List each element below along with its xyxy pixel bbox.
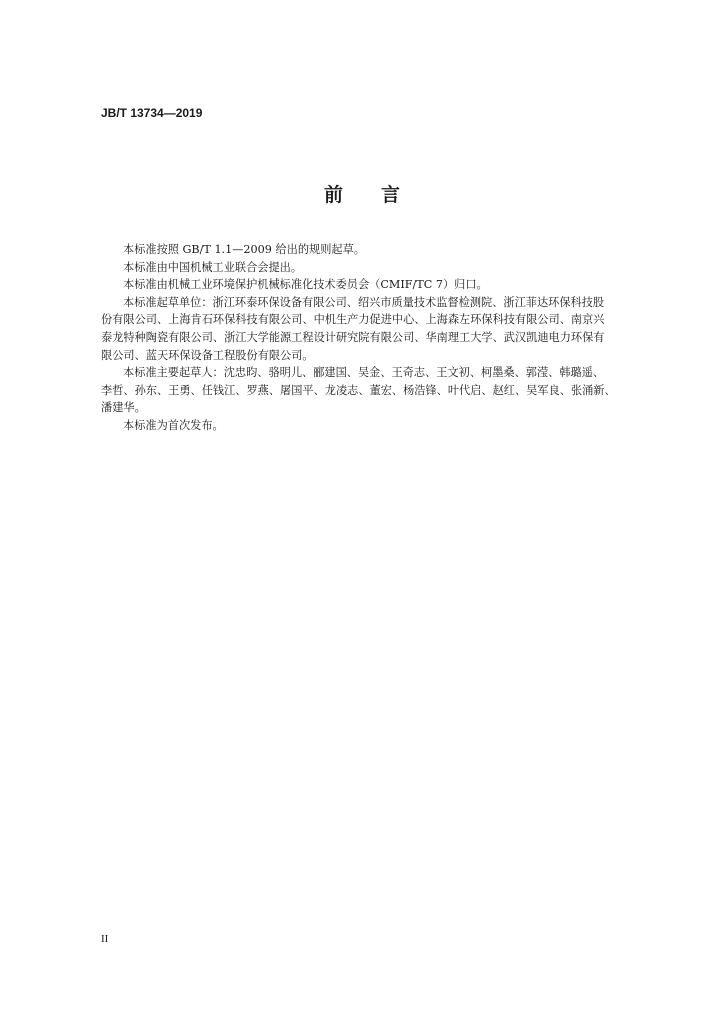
paragraph-line: 份有限公司、上海肯石环保科技有限公司、中机生产力促进中心、上海森左环保科技有限公司、南京兴 <box>101 313 605 327</box>
paragraph-text: 本标准按照 GB/T 1.1—2009 给出的规则起草。 <box>123 243 365 256</box>
paragraph-committee <box>101 276 623 294</box>
page-title <box>0 182 724 208</box>
page-number: II <box>101 933 109 945</box>
paragraph-line: 泰龙特种陶瓷有限公司、浙江大学能源工程设计研究院有限公司、华南理工大学、武汉凯迪电力环保有 <box>101 330 605 344</box>
paragraph-line: 潘建华。 <box>101 401 146 415</box>
paragraph-text: 本标准由机械工业环境保护机械标准化技术委员会（CMIF/TC 7）归口。 <box>123 278 488 292</box>
paragraph-drafting-rules <box>101 241 623 259</box>
paragraph-drafters <box>101 364 623 417</box>
paragraph-line: 本标准主要起草人：沈忠昀、骆明儿、郦建国、吴金、王奇志、王文初、柯墨桑、郭滢、韩璐遥、 <box>123 366 605 380</box>
title-char-1: 前 <box>323 184 343 206</box>
paragraph-first-release <box>101 417 623 435</box>
paragraph-drafting-units <box>101 294 623 364</box>
paragraph-line: 限公司、蓝天环保设备工程股份有限公司。 <box>101 348 314 362</box>
paragraph-text: 本标准由中国机械工业联合会提出。 <box>123 260 303 274</box>
title-char-2: 言 <box>381 184 401 206</box>
paragraph-line: 李哲、孙东、王勇、任钱江、罗燕、屠国平、龙凌志、董宏、杨浩锋、叶代启、赵红、吴军良、张涌新、 <box>101 383 616 397</box>
standard-code: JB/T 13734—2019 <box>101 106 203 120</box>
paragraph-proposer <box>101 259 623 277</box>
paragraph-line: 本标准起草单位：浙江环泰环保设备有限公司、绍兴市质量技术监督检测院、浙江菲达环保科技股 <box>123 295 605 309</box>
foreword-body <box>101 241 623 435</box>
paragraph-text: 本标准为首次发布。 <box>123 418 224 432</box>
